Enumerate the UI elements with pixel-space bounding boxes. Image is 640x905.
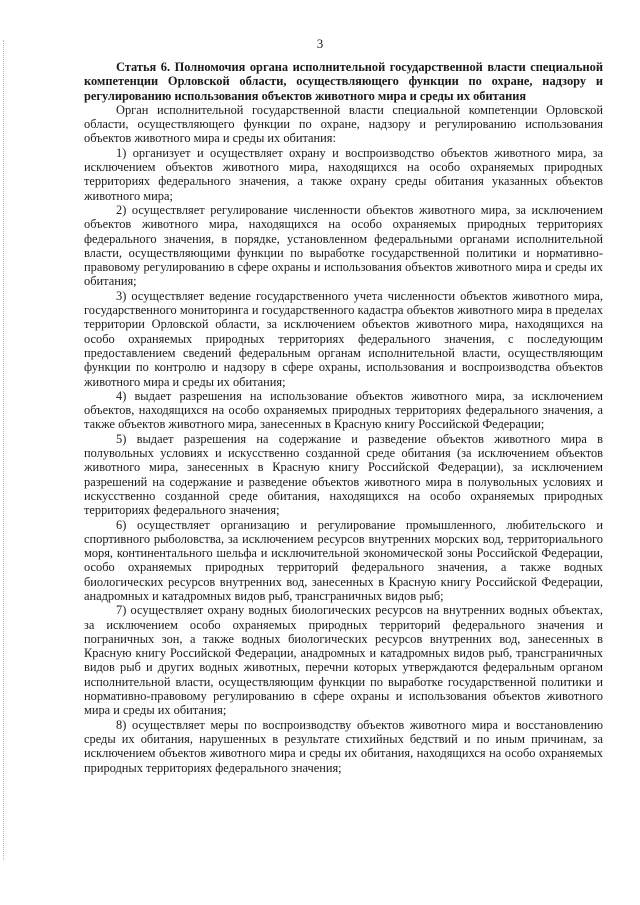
- paragraph-item-5: 5) выдает разрешения на содержание и разведение объектов животного мира в полувольных условиях и искусственно созданной среде обитания (за исключением объектов животного мира, занесенных в Красную книгу Российской Федерации), за исключением разрешений на содержание и разведение объектов животного мира в полувольных условиях и искусственно созданной среде обитания, находящихся на особо охраняемых природных территориях федерального значения;: [84, 431, 603, 518]
- paragraph-item-4: 4) выдает разрешения на использование объектов животного мира, за исключением объектов, находящихся на особо охраняемых природных территориях федерального значения, а также объектов животного мира, занесенных в Красную книгу Российской Федерации;: [84, 388, 603, 432]
- paragraph-item-7: 7) осуществляет охрану водных биологических ресурсов на внутренних водных объектах, за исключением особо охраняемых природных территорий федерального значения и пограничных зон, а также водных биологических ресурсов внутренних вод, занесенных в Красную книгу Российской Федерации, анадромных и катадромных видов рыб, трансграничных видов рыб и других водных животных, перечни которых утверждаются федеральным органом исполнительной власти, осуществляющим функции по выработке государственной политики и нормативно-правовому регулированию в сфере охраны и использования объектов животного мира и среды их обитания;: [84, 603, 603, 718]
- article-heading: Статья 6. Полномочия органа исполнительной государственной власти специальной компетенции Орловской области, осуществляющего функции по охране, надзору и регулированию использования объектов животного мира и среды их обитания: [84, 60, 603, 103]
- paragraph-item-6: 6) осуществляет организацию и регулирование промышленного, любительского и спортивного рыболовства, за исключением ресурсов внутренних морских вод, территориального моря, континентального шельфа и исключительной экономической зоны Российской Федерации, особо охраняемых природных территорий федерального значения, а также водных биологических ресурсов внутренних вод, занесенных в Красную книгу Российской Федерации, анадромных и катадромных видов рыб, трансграничных видов рыб;: [84, 517, 603, 603]
- article-body: [84, 60, 603, 775]
- paragraph-item-8: 8) осуществляет меры по воспроизводству объектов животного мира и восстановлению среды их обитания, нарушенных в результате стихийных бедствий и по иным причинам, за исключением объектов животного мира и среды их обитания, находящихся на особо охраняемых природных территориях федерального значения;: [84, 717, 603, 775]
- paragraph-item-3: 3) осуществляет ведение государственного учета численности объектов животного мира, государственного мониторинга и государственного кадастра объектов животного мира в пределах территории Орловской области, за исключением объектов животного мира, находящихся на особо охраняемых природных территориях федерального значения, с последующим предоставлением сведений федеральным органам исполнительной власти, осуществляющим функции по контролю и надзору в сфере охраны, использования и воспроизводства объектов животного мира и среды их обитания;: [84, 288, 603, 389]
- paragraph-intro: Орган исполнительной государственной власти специальной компетенции Орловской области, осуществляющего функции по охране, надзору и регулированию использования объектов животного мира и среды их обитания:: [84, 102, 603, 146]
- paragraph-item-1: 1) организует и осуществляет охрану и воспроизводство объектов животного мира, за исключением объектов животного мира, находящихся на особо охраняемых природных территориях федерального значения, а также охрану среды обитания указанных объектов животного мира;: [84, 145, 603, 203]
- scan-margin-marks: [3, 40, 6, 860]
- page-number: 3: [316, 36, 324, 51]
- paragraph-item-2: 2) осуществляет регулирование численности объектов животного мира, за исключением объектов животного мира, находящихся на особо охраняемых природных территориях федерального значения, в порядке, установленном федеральными органами исполнительной власти, осуществляющими функции по выработке государственной политики и нормативно-правовому регулированию в сфере охраны и использования объектов животного мира и среды их обитания;: [84, 202, 603, 289]
